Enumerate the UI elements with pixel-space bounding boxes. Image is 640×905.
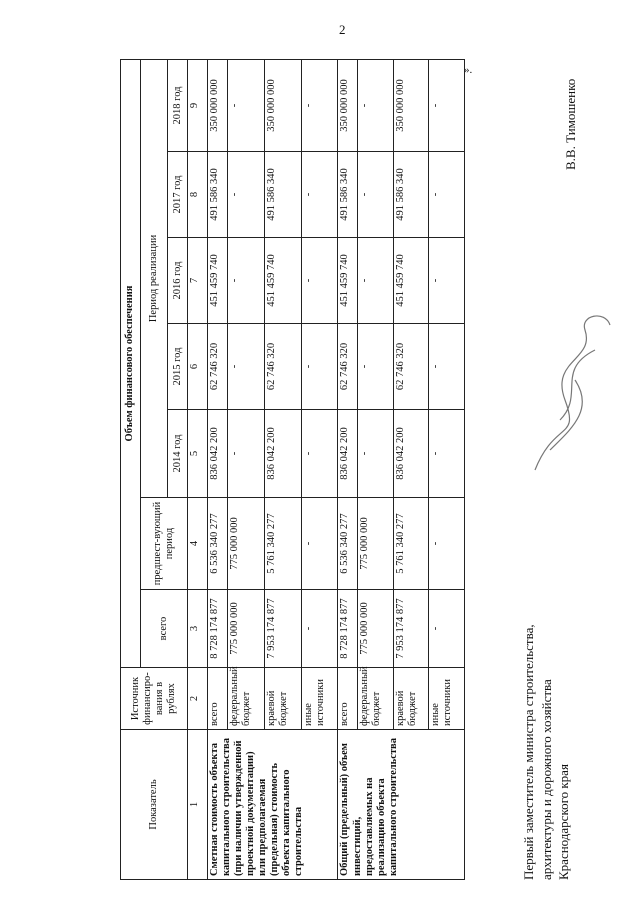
value-cell: 8 728 174 877	[207, 590, 227, 668]
page-number: 2	[339, 22, 346, 37]
value-cell: -	[429, 590, 465, 668]
source-cell: федеральный бюджет	[358, 668, 394, 730]
value-cell: 350 000 000	[338, 59, 358, 151]
header-year: 2017 год	[168, 152, 188, 238]
value-cell: -	[228, 59, 265, 151]
value-cell: 491 586 340	[265, 152, 302, 238]
header-total: всего	[140, 590, 187, 668]
value-cell: 451 459 740	[393, 238, 429, 324]
value-cell: -	[429, 238, 465, 324]
value-cell: 836 042 200	[338, 410, 358, 498]
source-cell: всего	[207, 668, 227, 730]
value-cell: -	[228, 238, 265, 324]
column-number: 7	[188, 238, 208, 324]
value-cell: -	[358, 238, 394, 324]
column-number: 9	[188, 59, 208, 151]
handwritten-signature	[525, 300, 620, 480]
header-year: 2015 год	[168, 324, 188, 410]
column-number: 3	[188, 590, 208, 668]
column-number: 2	[188, 668, 208, 730]
value-cell: 62 746 320	[265, 324, 302, 410]
value-cell: 775 000 000	[358, 498, 394, 590]
value-cell: 836 042 200	[265, 410, 302, 498]
indicator-cell: Общий (предельный) объем инвестиций, предоставляемых на реализацию объекта капитального строительства	[338, 730, 465, 880]
value-cell: -	[301, 498, 338, 590]
value-cell: -	[228, 152, 265, 238]
column-number: 4	[188, 498, 208, 590]
header-source: Источник финансиро-вания в рублях	[121, 668, 188, 730]
table-row	[207, 59, 227, 879]
indicator-cell: Сметная стоимость объекта капитального строительства (при наличии утвержденной проектной документации) или предполагаемая (предельная) стоимость объекта капитального строительства	[207, 730, 337, 880]
value-cell: -	[228, 324, 265, 410]
value-cell: 491 586 340	[207, 152, 227, 238]
value-cell: -	[358, 59, 394, 151]
header-year: 2018 год	[168, 59, 188, 151]
source-cell: иные источники	[301, 668, 338, 730]
value-cell: -	[301, 324, 338, 410]
source-cell: всего	[338, 668, 358, 730]
value-cell: 5 761 340 277	[265, 498, 302, 590]
closing-quote: ».	[464, 64, 473, 76]
value-cell: 62 746 320	[393, 324, 429, 410]
header-indicator: Показатель	[121, 730, 188, 880]
signature-position	[520, 500, 640, 880]
value-cell: -	[429, 324, 465, 410]
value-cell: 775 000 000	[228, 498, 265, 590]
column-number: 5	[188, 410, 208, 498]
source-cell: краевой бюджет	[393, 668, 429, 730]
value-cell: 350 000 000	[393, 59, 429, 151]
value-cell: 836 042 200	[393, 410, 429, 498]
signer-name: В.В. Тимошенко	[563, 78, 578, 170]
value-cell: -	[301, 590, 338, 668]
column-number: 1	[188, 730, 208, 880]
value-cell: -	[301, 410, 338, 498]
value-cell: -	[358, 152, 394, 238]
value-cell: 6 536 340 277	[338, 498, 358, 590]
value-cell: -	[429, 410, 465, 498]
position-line: архитектуры и дорожного хозяйства	[538, 679, 554, 880]
financing-table-rotated	[120, 60, 465, 880]
column-number: 8	[188, 152, 208, 238]
column-number: 6	[188, 324, 208, 410]
value-cell: 62 746 320	[338, 324, 358, 410]
position-line: Краснодарского края	[556, 764, 572, 880]
value-cell: 7 953 174 877	[265, 590, 302, 668]
source-cell: федеральный бюджет	[228, 668, 265, 730]
value-cell: 350 000 000	[265, 59, 302, 151]
header-title: Объем финансового обеспечения	[121, 59, 141, 667]
value-cell: 62 746 320	[207, 324, 227, 410]
header-period: Период реализации	[140, 59, 168, 497]
value-cell: 836 042 200	[207, 410, 227, 498]
value-cell: -	[301, 152, 338, 238]
value-cell: 7 953 174 877	[393, 590, 429, 668]
value-cell: 775 000 000	[228, 590, 265, 668]
source-cell: иные источники	[429, 668, 465, 730]
value-cell: -	[301, 238, 338, 324]
value-cell: -	[429, 498, 465, 590]
financing-table	[120, 59, 465, 880]
value-cell: -	[429, 152, 465, 238]
value-cell: 6 536 340 277	[207, 498, 227, 590]
value-cell: 451 459 740	[338, 238, 358, 324]
value-cell: 8 728 174 877	[338, 590, 358, 668]
value-cell: -	[228, 410, 265, 498]
value-cell: 451 459 740	[207, 238, 227, 324]
value-cell: 451 459 740	[265, 238, 302, 324]
value-cell: -	[358, 324, 394, 410]
value-cell: -	[429, 59, 465, 151]
value-cell: 491 586 340	[338, 152, 358, 238]
value-cell: 5 761 340 277	[393, 498, 429, 590]
value-cell: 491 586 340	[393, 152, 429, 238]
header-year: 2014 год	[168, 410, 188, 498]
source-cell: краевой бюджет	[265, 668, 302, 730]
value-cell: 775 000 000	[358, 590, 394, 668]
table-row	[338, 59, 358, 879]
header-previous: предшест-вующий период	[140, 498, 187, 590]
value-cell: -	[358, 410, 394, 498]
position-line: Первый заместитель министра строительства,	[521, 624, 536, 880]
value-cell: -	[301, 59, 338, 151]
value-cell: 350 000 000	[207, 59, 227, 151]
header-year: 2016 год	[168, 238, 188, 324]
